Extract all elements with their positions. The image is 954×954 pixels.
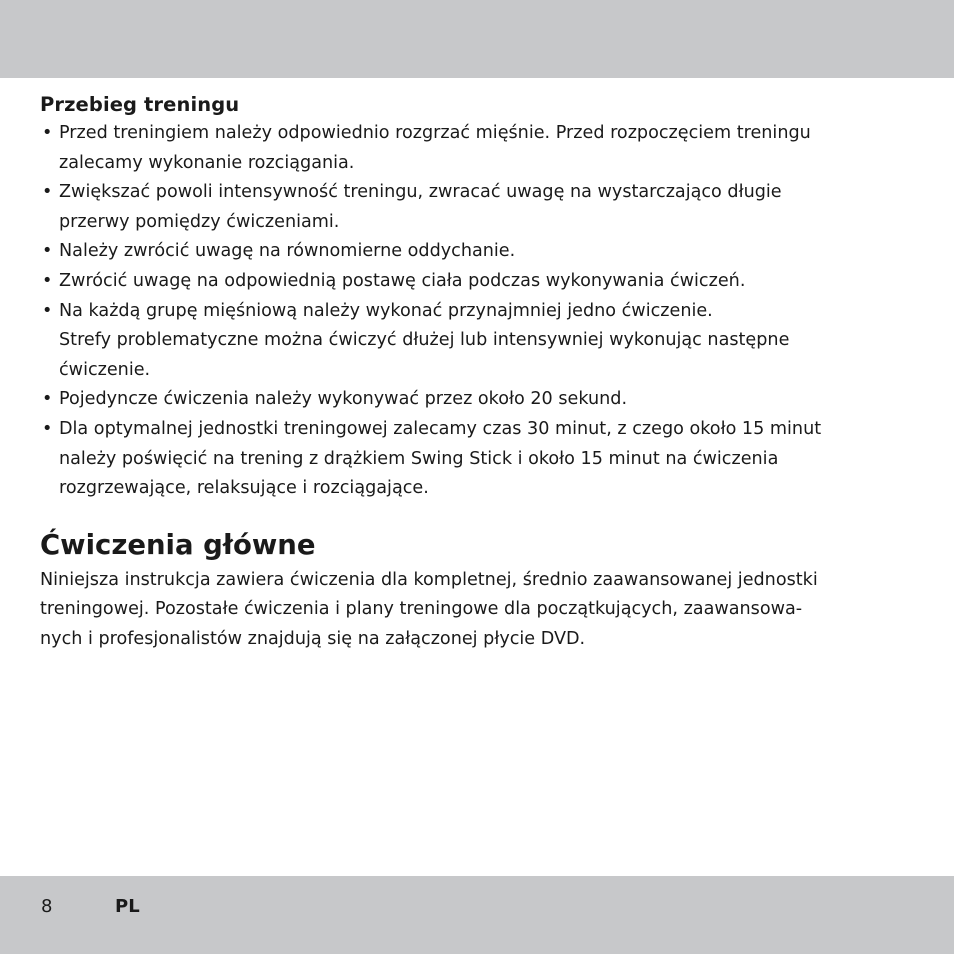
page-number: 8 [41,896,53,917]
list-item-text: Pojedyncze ćwiczenia należy wykonywać przez około 20 sekund. [59,389,628,410]
list-item [40,237,920,267]
list-item-text: Należy zwrócić uwagę na równomierne oddychanie. [59,241,516,262]
bullet-icon: • [42,389,53,410]
list-item-text: Dla optymalnej jednostki treningowej zalecamy czas 30 minut, z czego około 15 minut należy poświęcić na trening z drążkiem Swing Stick i około 15 minut na ćwiczenia rozgrzewające, relaksujące i rozciągające. [59,418,822,499]
main-heading: Ćwiczenia główne [40,528,316,561]
bullet-icon: • [42,241,53,262]
section-title: Przebieg treningu [40,93,240,116]
language-code: PL [115,896,140,917]
list-item [40,178,920,237]
list-item-text: Zwrócić uwagę na odpowiednią postawę ciała podczas wykonywania ćwiczeń. [59,270,746,291]
list-item [40,119,920,178]
bullet-icon: • [42,182,53,203]
list-item-text: Przed treningiem należy odpowiednio rozgrzać mięśnie. Przed rozpoczęciem treningu zalecamy wykonanie rozciągania. [59,123,811,173]
list-item [40,297,920,386]
list-item [40,385,920,415]
bullet-icon: • [42,270,53,291]
bullet-list [40,119,920,504]
bullet-icon: • [42,300,53,321]
intro-paragraph: Niniejsza instrukcja zawiera ćwiczenia dla kompletnej, średnio zaawansowanej jednostki treningowej. Pozostałe ćwiczenia i plany treningowe dla początkujących, zaawansowa- nych i profesjonalistów znajdują się na załączonej płycie DVD. [40,569,818,649]
list-item-text: Zwiększać powoli intensywność treningu, zwracać uwagę na wystarczająco długie przerwy pomiędzy ćwiczeniami. [59,182,782,232]
footer-band [0,876,954,954]
list-item-text: Na każdą grupę mięśniową należy wykonać przynajmniej jedno ćwiczenie. Strefy problematyczne można ćwiczyć dłużej lub intensywniej wykonując następne ćwiczenie. [59,300,790,380]
list-item [40,415,920,504]
bullet-icon: • [42,418,53,439]
page-content [40,91,920,655]
bullet-icon: • [42,123,53,143]
list-item [40,267,920,297]
header-band [0,0,954,78]
